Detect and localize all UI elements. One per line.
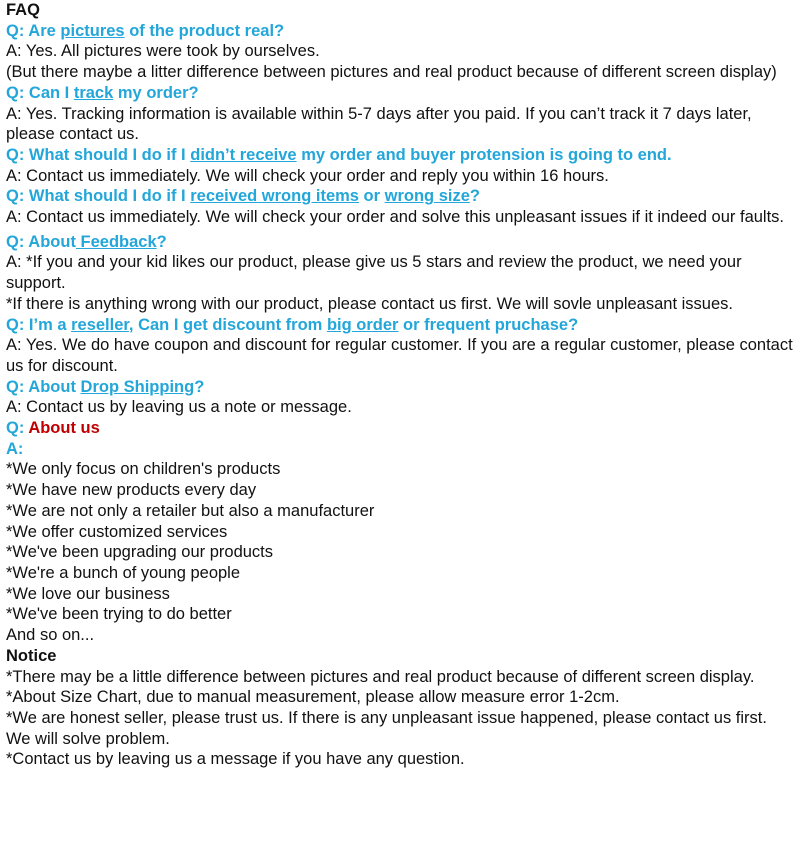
q-rest-text: ? <box>156 232 167 251</box>
about-us-label: About us <box>28 419 100 438</box>
q-colon-text: : Are <box>18 21 61 40</box>
about-us-item: *We are not only a retailer but also a manufacturer <box>6 501 375 520</box>
notice-item: *We are honest seller, please trust us. If there is any unpleasant issue happened, please contact us first. We will solve problem. <box>6 708 767 748</box>
notice-item: *About Size Chart, due to manual measurement, please allow measure error 1-2cm. <box>6 688 620 707</box>
q-text: Q: About <box>6 232 76 251</box>
q-text: Q: <box>6 419 29 438</box>
q-rest-text: my order? <box>113 83 199 102</box>
wrong-size-link[interactable]: wrong size <box>384 187 470 206</box>
about-us-item: *We offer customized services <box>6 522 228 541</box>
notice-item: *Contact us by leaving us a message if you have any question. <box>6 750 465 769</box>
drop-shipping-link[interactable]: Drop Shipping <box>80 377 195 396</box>
faq-question-6 <box>6 315 794 336</box>
faq-question-5 <box>6 232 794 253</box>
faq-question-7 <box>6 377 794 398</box>
feedback-link[interactable]: Feedback <box>75 232 157 251</box>
q-text: Q: Can I <box>6 83 74 102</box>
faq-answer-4: A: Contact us immediately. We will check your order and solve this unpleasant issues if it indeed our faults. <box>6 208 785 227</box>
about-us-item: *We have new products every day <box>6 481 257 500</box>
track-link[interactable]: track <box>73 83 114 102</box>
about-us-item: *We've been upgrading our products <box>6 543 274 562</box>
q-prefix: Q <box>6 21 19 40</box>
q-rest-text: ? <box>469 187 480 206</box>
q-rest-text: of the product real? <box>124 21 285 40</box>
faq-answer-5-line-2: *If there is anything wrong with our product, please contact us first. We will sovle unpleasant issues. <box>6 294 733 313</box>
q-rest-text: my order and buyer protension is going to end. <box>296 145 672 164</box>
pictures-link[interactable]: pictures <box>60 21 125 40</box>
received-wrong-items-link[interactable]: received wrong items <box>190 187 359 206</box>
big-order-link[interactable]: big order <box>326 315 399 334</box>
faq-question-2 <box>6 83 794 104</box>
about-us-item: *We love our business <box>6 584 170 603</box>
faq-heading: FAQ <box>6 1 40 19</box>
about-us-item: And so on... <box>6 626 95 645</box>
q-mid-text: , Can I get discount from <box>128 315 327 334</box>
q-mid-text: or <box>358 187 385 206</box>
q-text: Q: About <box>6 377 81 396</box>
faq-answer-5-line-1: A: *If you and your kid likes our product, please give us 5 stars and review the product, we need your support. <box>6 253 742 293</box>
faq-answer-7: A: Contact us by leaving us a note or message. <box>6 398 352 417</box>
reseller-link[interactable]: reseller <box>71 315 129 334</box>
faq-question-1 <box>6 21 794 42</box>
didnt-receive-link[interactable]: didn’t receive <box>190 145 297 164</box>
q-text: Q: What should I do if I <box>6 145 191 164</box>
faq-answer-1-line-2: (But there maybe a litter difference between pictures and real product because of different screen display) <box>6 63 777 82</box>
faq-question-8 <box>6 418 794 439</box>
about-us-item: *We're a bunch of young people <box>6 563 241 582</box>
notice-item: *There may be a little difference between pictures and real product because of different screen display. <box>6 667 755 686</box>
q-text: Q: I’m a <box>6 315 72 334</box>
faq-answer-1-line-1: A: Yes. All pictures were took by ourselves. <box>6 42 320 61</box>
q-text: Q: What should I do if I <box>6 187 191 206</box>
faq-answer-6: A: Yes. We do have coupon and discount for regular customer. If you are a regular customer, please contact us for discount. <box>6 336 793 375</box>
faq-answer-3: A: Contact us immediately. We will check your order and reply you within 16 hours. <box>6 166 609 185</box>
faq-answer-8-label: A: <box>6 439 24 458</box>
notice-heading: Notice <box>6 646 57 665</box>
faq-question-4 <box>6 186 794 207</box>
about-us-item: *We only focus on children's products <box>6 460 281 479</box>
faq-question-3 <box>6 145 794 166</box>
faq-answer-2: A: Yes. Tracking information is available within 5-7 days after you paid. If you can’t track it 7 days later, please contact us. <box>6 104 752 144</box>
q-rest-text: or frequent pruchase? <box>398 315 579 334</box>
q-rest-text: ? <box>194 377 205 396</box>
about-us-item: *We've been trying to do better <box>6 605 232 624</box>
